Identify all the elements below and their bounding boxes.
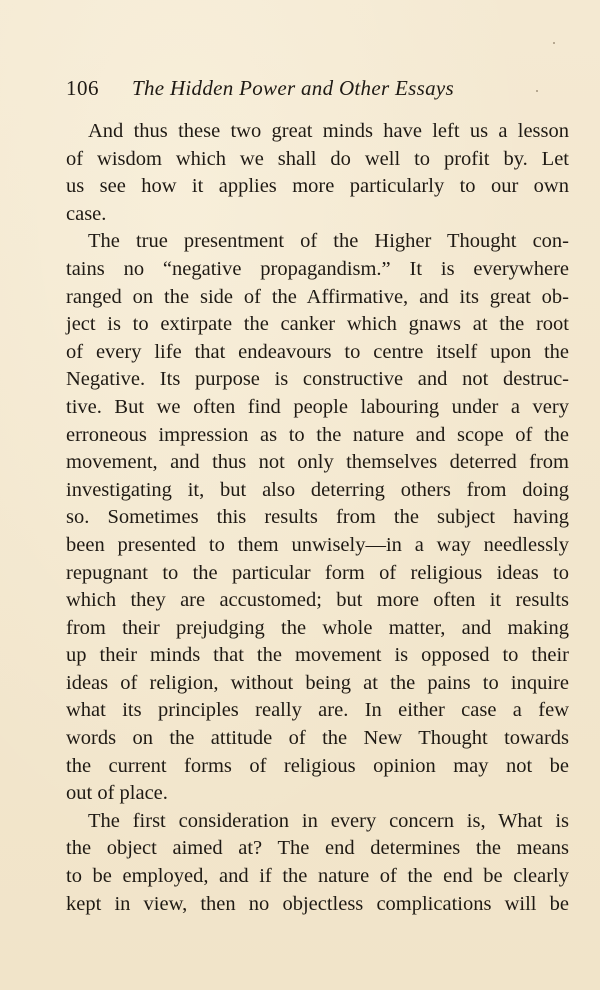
running-head: [66, 74, 546, 102]
text-line: ranged on the side of the Affirmative, and its great ob-: [66, 285, 569, 308]
text-line: ject is to extirpate the canker which gnaws at the root: [66, 313, 569, 336]
book-title: The Hidden Power and Other Essays: [132, 76, 454, 100]
text-line: of wisdom which we shall do well to profit by. Let: [66, 147, 569, 170]
text-line: to be employed, and if the nature of the end be clearly: [66, 865, 569, 888]
text-line: which they are accustomed; but more often it results: [66, 589, 569, 612]
text-line: words on the attitude of the New Thought towards: [66, 727, 569, 750]
text-line: what its principles really are. In either case a few: [66, 699, 569, 722]
body-text: [66, 118, 569, 918]
text-line: The first consideration in every concern is, What is: [88, 809, 569, 832]
text-line: us see how it applies more particularly to our own: [66, 175, 569, 198]
paper-speck: [536, 90, 538, 92]
text-line: tains no “negative propagandism.” It is everywhere: [66, 257, 569, 280]
text-line: investigating it, but also deterring others from doing: [66, 478, 569, 501]
text-line: case.: [66, 202, 107, 225]
text-line: Negative. Its purpose is constructive and not destruc-: [66, 368, 569, 391]
page-number: 106: [66, 76, 99, 100]
text-line: movement, and thus not only themselves deterred from: [66, 451, 569, 474]
text-line: so. Sometimes this results from the subject having: [66, 506, 569, 529]
text-line: tive. But we often find people labouring under a very: [66, 395, 569, 418]
text-line: ideas of religion, without being at the pains to inquire: [66, 671, 569, 694]
text-line: repugnant to the particular form of religious ideas to: [66, 561, 569, 584]
text-line: the current forms of religious opinion may not be: [66, 754, 569, 777]
text-line: out of place.: [66, 782, 168, 805]
text-line: of every life that endeavours to centre itself upon the: [66, 340, 569, 363]
text-line: from their prejudging the whole matter, and making: [66, 616, 569, 639]
text-line: erroneous impression as to the nature and scope of the: [66, 423, 569, 446]
text-line: kept in view, then no objectless complications will be: [66, 892, 569, 915]
paper-speck: [553, 42, 555, 44]
text-line: And thus these two great minds have left us a lesson: [88, 120, 569, 142]
text-line: up their minds that the movement is opposed to their: [66, 644, 569, 667]
text-line: The true presentment of the Higher Thought con-: [88, 230, 569, 253]
text-line: been presented to them unwisely—in a way needlessly: [66, 533, 569, 556]
text-line: the object aimed at? The end determines the means: [66, 837, 569, 860]
